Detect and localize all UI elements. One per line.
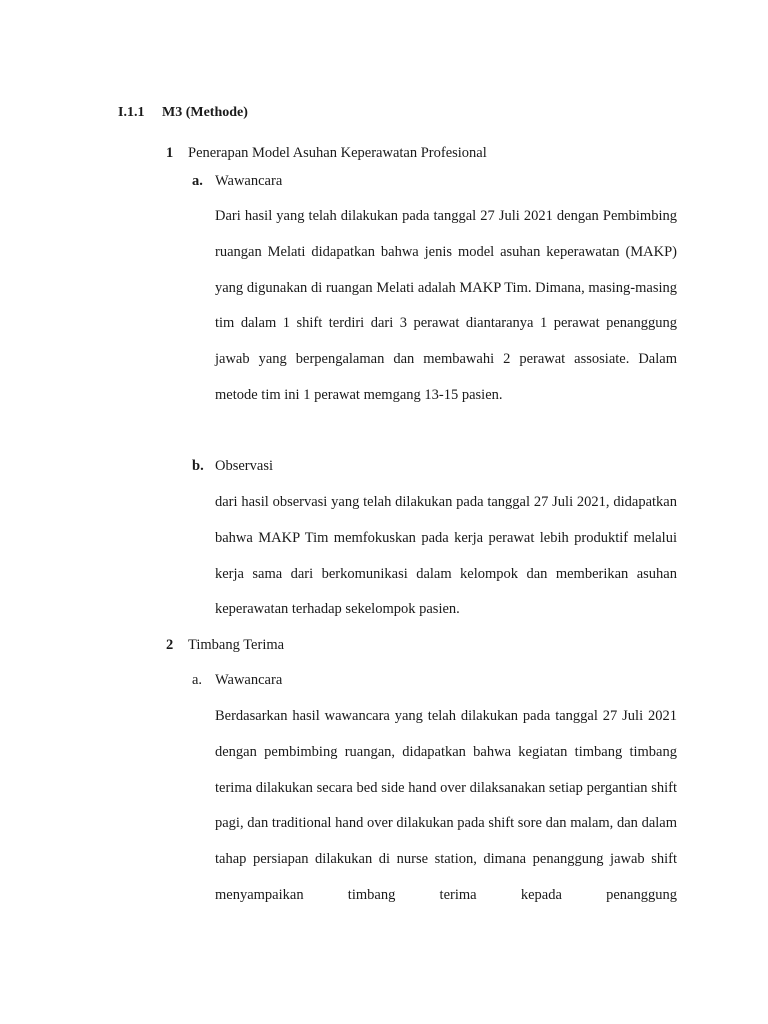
- paragraph-1b: dari hasil observasi yang telah dilakukan pada tanggal 27 Juli 2021, didapatkan bahwa MAKP Tim memfokuskan pada kerja perawat lebih produktif melalui kerja sama dari berkomunikasi dalam kelompok dan memberikan asuhan keperawatan terhadap sekelompok pasien.: [215, 494, 677, 618]
- item-title: Penerapan Model Asuhan Keperawatan Profesional: [188, 145, 487, 161]
- subitem-title: Wawancara: [215, 173, 283, 189]
- subitem-title: Wawancara: [215, 672, 283, 688]
- list-item-2: [166, 637, 284, 654]
- list-item-1: [166, 145, 487, 162]
- subitem-2a: [192, 672, 282, 689]
- section-title: M3 (Methode): [162, 105, 248, 120]
- paragraph-1a: Dari hasil yang telah dilakukan pada tanggal 27 Juli 2021 dengan Pembimbing ruangan Melati didapatkan bahwa jenis model asuhan keperawatan (MAKP) yang digunakan di ruangan Melati adalah MAKP Tim. Dimana, masing-masing tim dalam 1 shift terdiri dari 3 perawat diantaranya 1 perawat penanggung jawab yang berpengalaman dan membawahi 2 perawat assosiate. Dalam metode tim ini 1 perawat memgang 13-15 pasien.: [215, 208, 677, 403]
- subitem-letter: a.: [192, 173, 203, 189]
- subitem-title: Observasi: [215, 458, 273, 474]
- subitem-letter: b.: [192, 458, 204, 474]
- subitem-1a: [192, 173, 282, 190]
- item-title: Timbang Terima: [188, 637, 285, 653]
- section-number: I.1.1: [118, 105, 145, 120]
- section-heading: [118, 105, 248, 121]
- subitem-letter: a.: [192, 672, 203, 688]
- item-number: 2: [166, 637, 174, 653]
- paragraph-2a: Berdasarkan hasil wawancara yang telah dilakukan pada tanggal 27 Juli 2021 dengan pembimbing ruangan, didapatkan bahwa kegiatan timbang timbang terima dilakukan secara bed side hand over dilaksanakan setiap pergantian shift pagi, dan traditional hand over dilakukan pada shift sore dan malam, dan dalam tahap persiapan dilakukan di nurse station, dimana penanggung jawab shift menyampaikan timbang terima kepada penanggung: [215, 708, 677, 903]
- subitem-1b: [192, 458, 273, 475]
- item-number: 1: [166, 145, 174, 161]
